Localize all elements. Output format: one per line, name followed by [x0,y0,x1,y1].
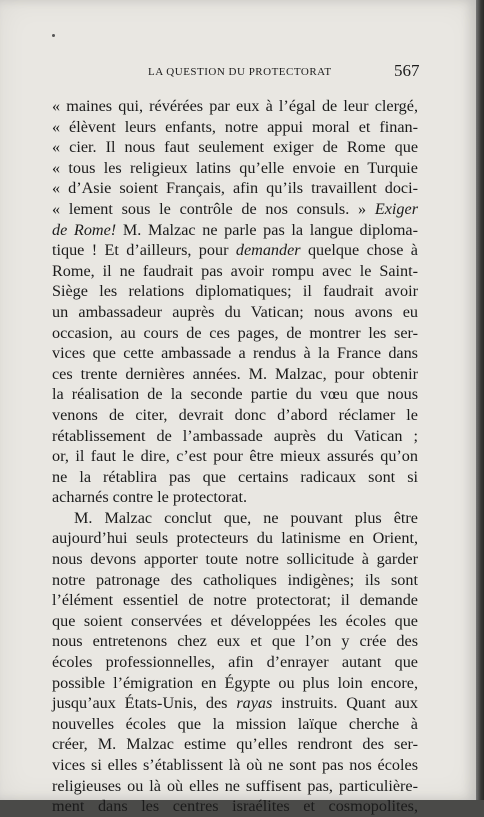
text-line [52,426,418,447]
text-line [52,508,418,529]
text-line [52,570,418,591]
text-segment: venons de citer, devrait donc d’abord réclamer le [52,405,418,424]
text-segment: aujourd’hui seuls protecteurs du latinisme en Orient, [52,529,418,548]
text-segment: notre patronage des catholiques indigènes; ils sont [52,570,418,589]
text-segment: nous devons apporter toute notre sollicitude à garder [52,550,418,569]
text-line [52,467,418,488]
text-segment: « maines qui, révérées par eux à l’égal de leur clergé, [52,97,418,115]
text-segment: nouvelles écoles que la mission laïque cherche à [52,714,418,733]
text-segment: l’élément essentiel de notre protectorat; il demande [52,591,418,610]
text-line [52,158,418,179]
text-line [52,220,418,241]
running-title: LA QUESTION DU PROTECTORAT [148,66,332,78]
text-line [52,652,418,673]
text-segment: M. Malzac conclut que, ne pouvant plus être [74,508,418,527]
text-segment: que soient conservées et développées les écoles que [52,611,418,630]
text-line [52,405,418,426]
text-segment: nous entretenons chez eux et que l’on y crée des [52,632,418,651]
italic-segment: Exiger [374,199,418,218]
body-text [52,96,418,817]
text-line [52,302,418,323]
text-line [52,199,418,220]
text-line [52,673,418,694]
text-line [52,693,418,714]
text-segment: la réalisation de la seconde partie du vœu que nous [52,385,418,404]
text-segment: instruits. Quant aux [272,694,418,713]
text-line [52,796,418,817]
text-line [52,549,418,570]
text-line [52,487,418,508]
text-segment: « élèvent leurs enfants, notre appui moral et finan- [52,117,418,136]
text-segment: ces trente dernières années. M. Malzac, pour obtenir [52,364,418,383]
italic-segment: de Rome! [52,220,117,239]
text-line [52,281,418,302]
page-number: 567 [394,61,420,80]
text-segment: quelque chose à [300,241,418,260]
text-line [52,240,418,261]
text-segment: possible l’émigration en Égypte ou plus loin encore, [52,673,418,692]
text-segment: rétablissement de l’ambassade auprès du Vatican ; [52,426,418,445]
text-segment: écoles professionnelles, afin d’enrayer autant que [52,653,418,672]
text-line [52,323,418,344]
text-segment: créer, M. Malzac estime qu’elles rendront des ser- [52,735,418,754]
text-line [52,776,418,797]
text-line [52,137,418,158]
text-line [52,384,418,405]
text-segment: tique ! Et d’ailleurs, pour [52,241,236,260]
ink-speck [52,34,55,37]
italic-segment: rayas [236,694,273,713]
text-segment: Rome, il ne faudrait pas avoir rompu avec le Saint- [52,261,418,280]
text-segment: « d’Asie soient Français, afin qu’ils travaillent doci- [52,179,418,198]
text-segment: or, il faut le dire, c’est pour être mieux assurés qu’on [52,447,418,466]
text-segment: « cier. Il nous faut seulement exiger de Rome que [52,138,418,157]
text-segment: un ambassadeur auprès du Vatican; nous avons eu [52,302,418,321]
text-line [52,96,418,117]
text-line [52,343,418,364]
text-segment: « lement sous le contrôle de nos consuls. » [52,199,375,218]
text-segment: « tous les religieux latins qu’elle envoie en Turquie [52,158,418,177]
text-segment: vices que cette ambassade a rendus à la France dans [52,344,418,363]
text-segment: ne la rétablira pas que certains radicaux sont si [52,467,418,486]
text-line [52,364,418,385]
text-line [52,178,418,199]
text-line [52,446,418,467]
text-segment: religieuses ou là où elles ne suffisent pas, particulière- [52,776,418,795]
text-segment: M. Malzac ne parle pas la langue diploma- [116,220,418,239]
text-segment: vices si elles s’établissent là où ne sont pas nos écoles [52,756,418,774]
text-segment: ment dans les centres israélites et cosmopolites, [52,797,418,816]
text-line [52,714,418,735]
text-segment: Siège les relations diplomatiques; il faudrait avoir [52,282,418,301]
text-line [52,261,418,282]
text-line [52,117,418,138]
text-line [52,611,418,632]
text-segment: occasion, au cours de ces pages, de montrer les ser- [52,323,418,342]
text-line [52,734,418,755]
italic-segment: demander [235,241,301,260]
text-line [52,528,418,549]
text-line [52,755,418,776]
text-segment: jusqu’aux États-Unis, des [52,694,237,713]
text-segment: acharnés contre le protectorat. [52,488,248,507]
text-line [52,631,418,652]
page-edge-shadow [476,0,484,800]
text-line [52,590,418,611]
